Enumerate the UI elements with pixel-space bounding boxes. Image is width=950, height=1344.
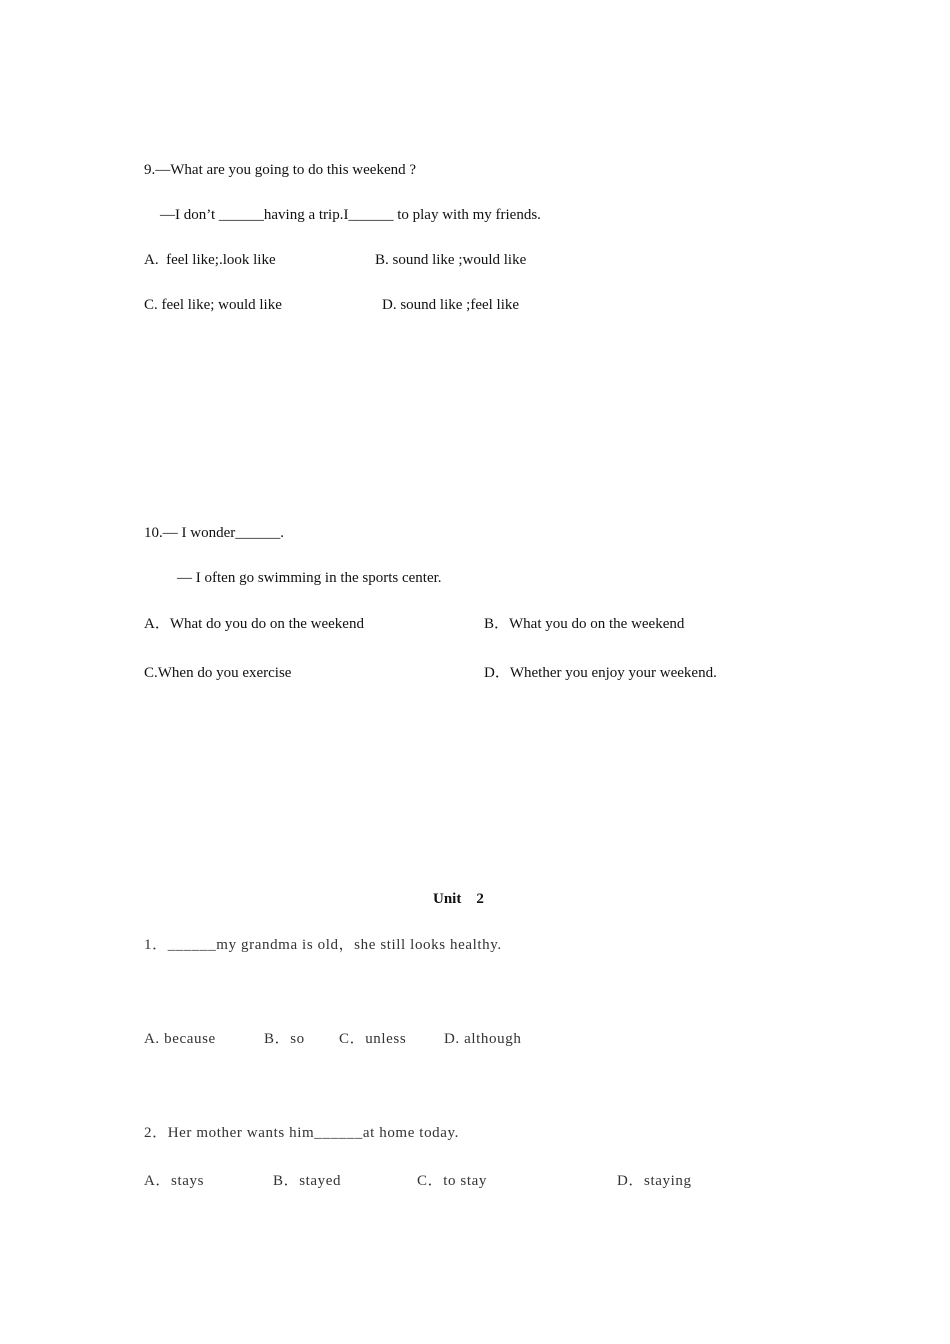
u2-q1-option-b: B．so	[264, 1031, 305, 1047]
u2-q2-option-d: D．staying	[617, 1173, 692, 1189]
u2-q2-option-c: C．to stay	[417, 1173, 487, 1189]
q10-question: 10.— I wonder______.	[144, 525, 284, 541]
q10-answer-line: — I often go swimming in the sports center.	[177, 570, 442, 586]
u2-q2-question: 2．Her mother wants him______at home today.	[144, 1125, 460, 1141]
q9-option-b: B. sound like ;would like	[375, 252, 527, 268]
q10-option-a: A．What do you do on the weekend	[144, 616, 364, 632]
unit-heading: Unit 2	[433, 891, 484, 907]
q9-question: 9.—What are you going to do this weekend ?	[144, 162, 417, 178]
u2-q1-question: 1．______my grandma is old，she still looks healthy.	[144, 937, 502, 953]
u2-q2-option-b: B．stayed	[273, 1173, 342, 1189]
q9-option-d: D. sound like ;feel like	[382, 297, 520, 313]
u2-q1-option-a: A. because	[144, 1031, 216, 1047]
q10-option-b: B．What you do on the weekend	[484, 616, 685, 632]
u2-q1-option-d: D. although	[444, 1031, 522, 1047]
u2-q1-option-c: C．unless	[339, 1031, 407, 1047]
u2-q2-option-a: A．stays	[144, 1173, 205, 1189]
q9-answer-line: —I don’t ______having a trip.I______ to play with my friends.	[160, 207, 541, 223]
q9-option-a: A. feel like;.look like	[144, 252, 276, 268]
q9-option-c: C. feel like; would like	[144, 297, 282, 313]
q10-option-c: C.When do you exercise	[144, 665, 292, 681]
q10-option-d: D．Whether you enjoy your weekend.	[484, 665, 717, 681]
